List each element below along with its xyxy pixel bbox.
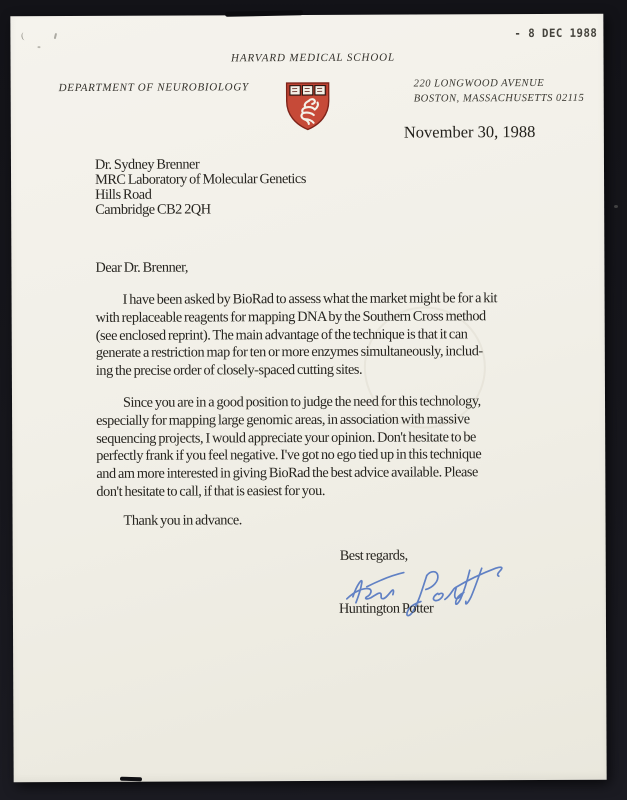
letter-date: November 30, 1988 <box>403 122 536 142</box>
signature-typed-name: Huntington Potter <box>338 600 434 617</box>
body-line: Thank you in advance. <box>123 512 242 529</box>
body-line: especially for mapping large genomic areas, in association with massive <box>96 411 470 429</box>
letterhead-address-line2: BOSTON, MASSACHUSETTS 02115 <box>413 92 585 105</box>
recipient-address-block <box>95 157 306 218</box>
body-line: don't hesitate to call, if that is easiest for you. <box>96 482 325 500</box>
letterhead-address-line1: 220 LONGWOOD AVENUE <box>413 77 545 90</box>
scan-artifact-nick <box>120 777 142 782</box>
recipient-line: Dr. Sydney Brenner <box>94 156 200 173</box>
recipient-line: Hills Road <box>95 186 152 203</box>
recipient-line: MRC Laboratory of Molecular Genetics <box>95 170 306 188</box>
recipient-line: Cambridge CB2 2QH <box>95 201 211 218</box>
closing-phrase: Best regards, <box>339 547 408 564</box>
pen-mark <box>54 33 57 39</box>
body-paragraph-2 <box>96 393 536 501</box>
pen-mark <box>37 46 40 48</box>
body-line: Since you are in a good position to judge the need for this technology, <box>122 393 481 411</box>
received-date-stamp: - 8 DEC 1988 <box>514 25 598 41</box>
body-line: I have been asked by BioRad to assess what the market might be for a kit <box>122 290 498 308</box>
pen-mark <box>21 32 28 41</box>
body-paragraph-3 <box>96 511 536 531</box>
body-line: (see enclosed reprint). The main advantage of the technique is that it can <box>95 325 468 344</box>
letter-paper <box>10 14 606 783</box>
shield-books <box>290 86 325 96</box>
body-line: sequencing projects, I would appreciate your opinion. Don't hesitate to be <box>96 428 476 447</box>
department-name: DEPARTMENT OF NEUROBIOLOGY <box>58 81 249 95</box>
paper-watermark <box>364 306 487 429</box>
scan-artifact-speck <box>614 205 618 208</box>
harvard-shield-icon <box>285 81 331 131</box>
body-line: ing the precise order of closely-spaced cutting sites. <box>95 361 363 379</box>
body-line: perfectly frank if you feel negative. I've got no ego tied up in this technique <box>96 446 482 465</box>
body-line: with replaceable reagents for mapping DNA by the Southern Cross method <box>95 307 486 326</box>
salutation: Dear Dr. Brenner, <box>95 259 189 276</box>
institution-name: HARVARD MEDICAL SCHOOL <box>230 51 396 65</box>
body-line: and am more interested in giving BioRad the best advice available. Please <box>96 464 478 482</box>
body-line: generate a restriction map for ten or more enzymes simultaneously, includ- <box>95 343 483 362</box>
letterhead-address <box>414 77 585 107</box>
